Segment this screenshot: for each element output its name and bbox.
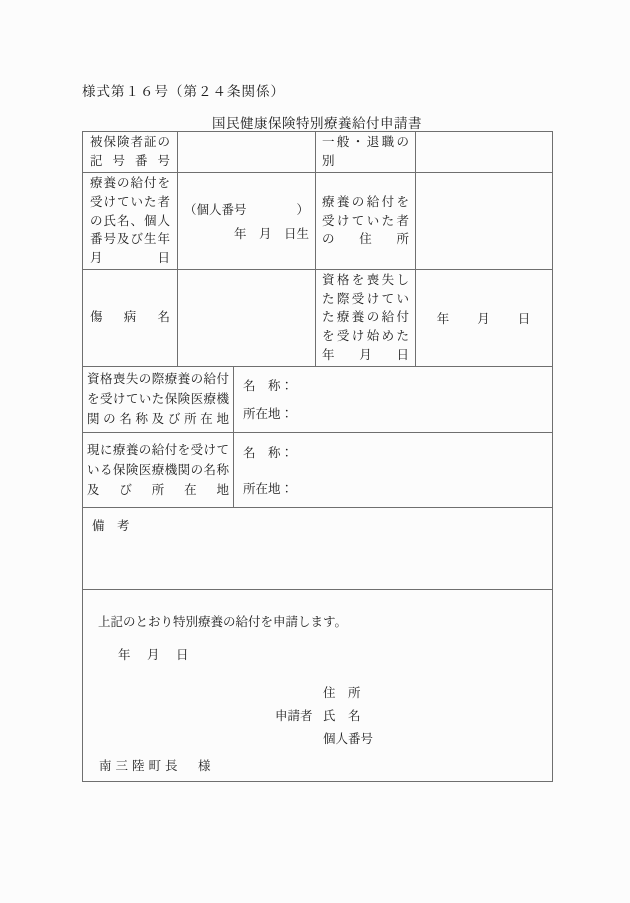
insured-card-number-field — [178, 132, 316, 173]
disease-name-field — [178, 269, 316, 366]
birthdate-line: 年 月 日生 — [233, 226, 309, 241]
current-institution-name-label: 名 称： — [243, 445, 294, 460]
form-number: 様式第１６号（第２４条関係） — [82, 84, 285, 99]
table-row — [83, 589, 553, 781]
declaration-date: 年 月 日 — [118, 647, 191, 662]
remarks-label: 備 考 — [92, 518, 130, 533]
table-row — [83, 132, 553, 173]
applicant-name-row — [275, 705, 552, 728]
address-row — [275, 682, 552, 705]
disease-name-label: 傷病名 — [83, 269, 178, 366]
recipient-address-label: 療養の給付を受けていた者の住所 — [316, 173, 416, 270]
general-retired-field — [416, 132, 553, 173]
benefit-start-date-field: 年 月 日 — [416, 269, 553, 366]
table-row — [83, 432, 553, 507]
personal-number-prefix: （個人番号 — [184, 202, 247, 217]
recipient-name-field — [178, 173, 316, 270]
former-institution-name-label: 名 称： — [243, 379, 294, 393]
personal-number-label: 個人番号 — [323, 731, 374, 746]
table-row — [83, 507, 553, 589]
former-institution-address-label: 所在地： — [243, 407, 294, 421]
recipient-address-field — [416, 173, 553, 270]
lower-table — [82, 507, 553, 782]
application-form — [82, 131, 552, 782]
remarks-field — [83, 507, 553, 589]
table-row — [83, 173, 553, 270]
declaration-cell — [83, 589, 553, 781]
address-label: 住 所 — [323, 685, 361, 700]
personal-number-line — [184, 200, 309, 218]
personal-number-row — [275, 728, 552, 751]
benefit-start-date-label: 資格を喪失した際受けていた療養の給付を受け始めた年月日 — [316, 269, 416, 366]
applicant-label: 申請者 — [275, 708, 313, 723]
current-institution-field — [234, 432, 553, 507]
table-row — [83, 269, 553, 366]
signature-block — [275, 682, 552, 751]
former-institution-label: 資格喪失の際療養の給付を受けていた保険医療機関の名称及び所在地 — [83, 366, 234, 432]
former-institution-field — [234, 366, 553, 432]
personal-number-suffix: ） — [296, 202, 309, 217]
current-institution-label: 現に療養の給付を受けている保険医療機関の名称及び所在地 — [83, 432, 234, 507]
address-row-spacer — [275, 682, 323, 705]
page-title: 国民健康保険特別療養給付申請書 — [212, 116, 422, 131]
current-institution-address-label: 所在地： — [243, 481, 294, 496]
general-retired-label: 一般・退職の別 — [316, 132, 416, 173]
declaration-statement: 上記のとおり特別療養の給付を申請します。 — [98, 614, 348, 629]
upper-table — [82, 131, 553, 367]
table-row — [83, 366, 553, 432]
insured-card-number-label: 被保険者証の記号番号 — [83, 132, 178, 173]
personal-number-row-spacer — [275, 728, 323, 751]
institution-table — [82, 366, 553, 508]
name-label: 氏 名 — [323, 708, 361, 723]
recipient-name-label: 療養の給付を受けていた者の氏名、個人番号及び生年月日 — [83, 173, 178, 270]
addressee: 南三陸町長 様 — [99, 758, 215, 773]
